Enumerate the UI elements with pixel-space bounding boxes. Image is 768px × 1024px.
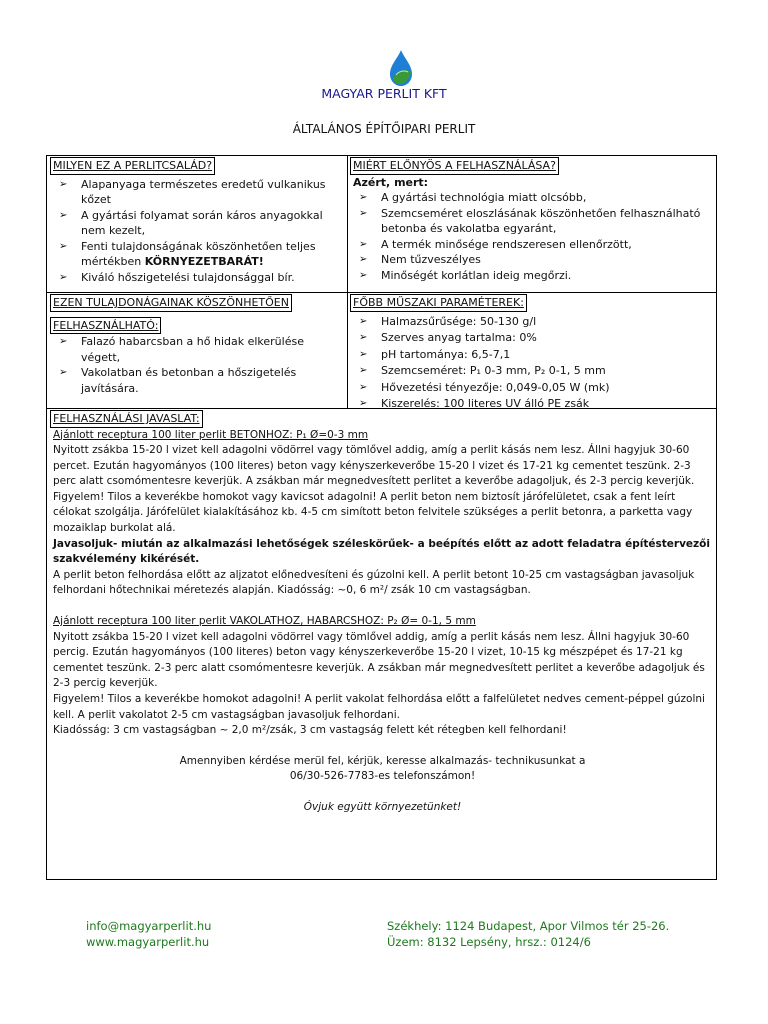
arrow-icon: ➢ [59,336,68,347]
recipe2-text: Nyitott zsákba 15-20 l vizet kell adagolni vödörrel vagy tömlővel addig, amíg a perlit kásás nem lesz. Állni hagyjuk 30-60 percig. Ezután hagyományos (100 literes) beton vagy kényszerkeverőbe 15-20 l vizet, 10-15 kg mészpépet és 17-21 kg cementet teszünk. 2-3 perc alatt csomómentesre keverjük. A zsákban már megnedvesített perlitet a keverőbe adagoljuk és 2-3 percig keverjük. [53,630,705,690]
cell-what [53,157,341,285]
recipe1-title: Ajánlott receptura 100 liter perlit BETONHOZ: P₁ Ø=0-3 mm [53,428,369,441]
list-item: ➢ A termék minősége rendszeresen ellenőrzött, [359,237,632,251]
list-item: ➢ Kiszerelés: 100 literes UV álló PE zsák [353,396,713,413]
arrow-icon: ➢ [359,254,368,265]
eco-friendly-label: KÖRNYEZETBARÁT! [144,255,264,268]
arrow-icon: ➢ [359,348,368,360]
contact-line2: 06/30-526-7783-es telefonszámon! [289,770,476,783]
cell-params [353,294,713,413]
list-item: ➢ Halmazsűrűsége: 50-130 g/l [353,314,713,331]
arrow-icon: ➢ [59,367,68,378]
contact-line1: Amennyiben kérdése merül fel, kérjük, keresse alkalmazás- technikusunkat a [179,754,586,767]
list-item: ➢ Szemcseméret: P₁ 0-3 mm, P₂ 0-1, 5 mm [353,363,713,380]
company-name [0,86,768,101]
list-item: ➢ Minőségét korlátlan ideig megőrzi. [359,268,572,282]
list-item: ➢ Falazó habarcsban a hő hidak elkerülése végett, [59,335,304,364]
document-title: ÁLTALÁNOS ÉPÍTŐIPARI PERLIT [292,122,476,136]
list-item: ➢ Szerves anyag tartalma: 0% [353,330,713,347]
recipe2-title: Ajánlott receptura 100 liter perlit VAKOLATHOZ, HABARCSHOZ: P₂ Ø= 0-1, 5 mm [53,615,476,628]
footer-contacts [86,918,211,950]
company-name-part2: PERLIT KFT [377,86,447,101]
arrow-icon: ➢ [359,238,368,250]
cell-usable [53,294,341,396]
yield2-text: Kiadósság: 3 cm vastagságban ~ 2,0 m²/zsák, 3 cm vastagság felett két rétegben kell felhordani! [53,724,567,737]
arrow-icon: ➢ [359,381,368,393]
list-item: ➢ Szemcseméret eloszlásának köszönhetően felhasználható betonba és vakolatba egyaránt, [359,206,701,235]
warning2-text: Figyelem! Tilos a keverékbe homokot adagolni! A perlit vakolat felhordása előtt a falfelületet nedves cement-péppel gúzolni kell. A perlit vakolatot 2-5 cm vastagságban javasoljuk felhordani. [53,693,705,721]
warning1-text: Figyelem! Tilos a keverékbe homokot vagy kavicsot adagolni! A perlit beton nem biztosít járófelületet, csak a fent leírt célokat szolgálja. Járófelület kialakításához kb. 4-5 cm simított beton felvitele szükséges a perlit betonra, a parketta vagy mozaiklap burkolat alá. [53,490,693,535]
arrow-icon: ➢ [59,240,68,252]
footer-plant: Üzem: 8132 Lepsény, hrsz.: 0124/6 [387,935,591,949]
arrow-icon: ➢ [59,271,68,283]
company-logo-icon [388,48,414,88]
closing-text: Óvjuk együtt környezetünket! [303,800,462,813]
arrow-icon: ➢ [359,365,368,376]
arrow-icon: ➢ [359,192,368,203]
heading-usage: FELHASZNÁLÁSI JAVASLAT: [50,410,203,428]
arrow-icon: ➢ [359,269,368,281]
list-item: ➢ Kiváló hőszigetelési tulajdonsággal bír. [59,270,295,284]
arrow-icon: ➢ [59,178,68,190]
arrow-icon: ➢ [359,207,368,219]
recipe1-text: Nyitott zsákba 15-20 l vizet kell adagolni vödörrel vagy tömlővel addig, amíg a perlit kásás nem lesz. Állni hagyjuk 30-60 percet. Ezután hagyományos (100 literes) beton vagy kényszerkeverőbe 15-20 l vizet és 17-21 kg cementet teszünk. 2-3 perc alatt csomómentesre keverjük. A zsákban már megnedvesített perlitet a keverőbe adagoljuk, és 2-3 percig keverjük. [53,444,695,488]
heading-what: MILYEN EZ A PERLITCSALÁD? [50,157,215,175]
list-item: ➢ A gyártási folyamat során káros anyagokkal nem kezelt, [59,208,323,237]
arrow-icon: ➢ [59,209,68,221]
cell-usage [53,410,712,816]
why-intro: Azért, mert: [353,175,429,189]
footer-email-link[interactable]: info@magyarperlit.hu [86,919,212,933]
heading-usable: EZEN TULAJDONÁGAINAK KÖSZÖNHETŐEN [50,294,292,312]
footer-addresses [387,918,669,950]
list-item: ➢ pH tartománya: 6,5-7,1 [353,347,713,364]
arrow-icon: ➢ [359,315,368,327]
cell-why [353,157,713,283]
arrow-icon: ➢ [359,398,368,409]
footer-hq: Székhely: 1124 Budapest, Apor Vilmos tér 25-26. [387,919,670,933]
list-item: ➢ A gyártási technológia miatt olcsóbb, [359,191,587,204]
footer-web-link[interactable]: www.magyarperlit.hu [86,935,210,949]
advice-text: Javasoljuk- miután az alkalmazási lehetőségek széleskörűek- a beépítés előtt az adott feladatra építéstervezői szakvélemény kikérését. [53,537,710,566]
list-item: ➢ Vakolatban és betonban a hőszigetelés javítására. [59,366,297,395]
list-item: ➢ Alapanyaga természetes eredetű vulkanikus kőzet [59,177,326,206]
heading-why: MIÉRT ELŐNYÖS A FELHASZNÁLÁSA? [350,157,559,175]
list-item: ➢ Hővezetési tényezője: 0,049-0,05 W (mk) [353,380,713,397]
heading-usable-line2: FELHASZNÁLHATÓ: [50,317,161,335]
arrow-icon: ➢ [359,332,368,343]
list-item: ➢ Fenti tulajdonságának köszönhetően teljes mértékben KÖRNYEZETBARÁT! [59,239,316,268]
company-name-part1: MAGYAR [321,86,374,101]
heading-params: FŐBB MŰSZAKI PARAMÉTEREK: [350,294,527,312]
list-item: ➢ Nem tűzveszélyes [359,253,481,266]
info-table [46,155,717,880]
recipe1-note: A perlit beton felhordása előtt az aljzatot előnedvesíteni és gúzolni kell. A perlit betont 10-25 cm vastagságban javasoljuk felhordani hőtechnikai méretezés alapján. Kiadósság: ~0, 6 m²/ zsák 10 cm vastagságban. [53,568,695,597]
